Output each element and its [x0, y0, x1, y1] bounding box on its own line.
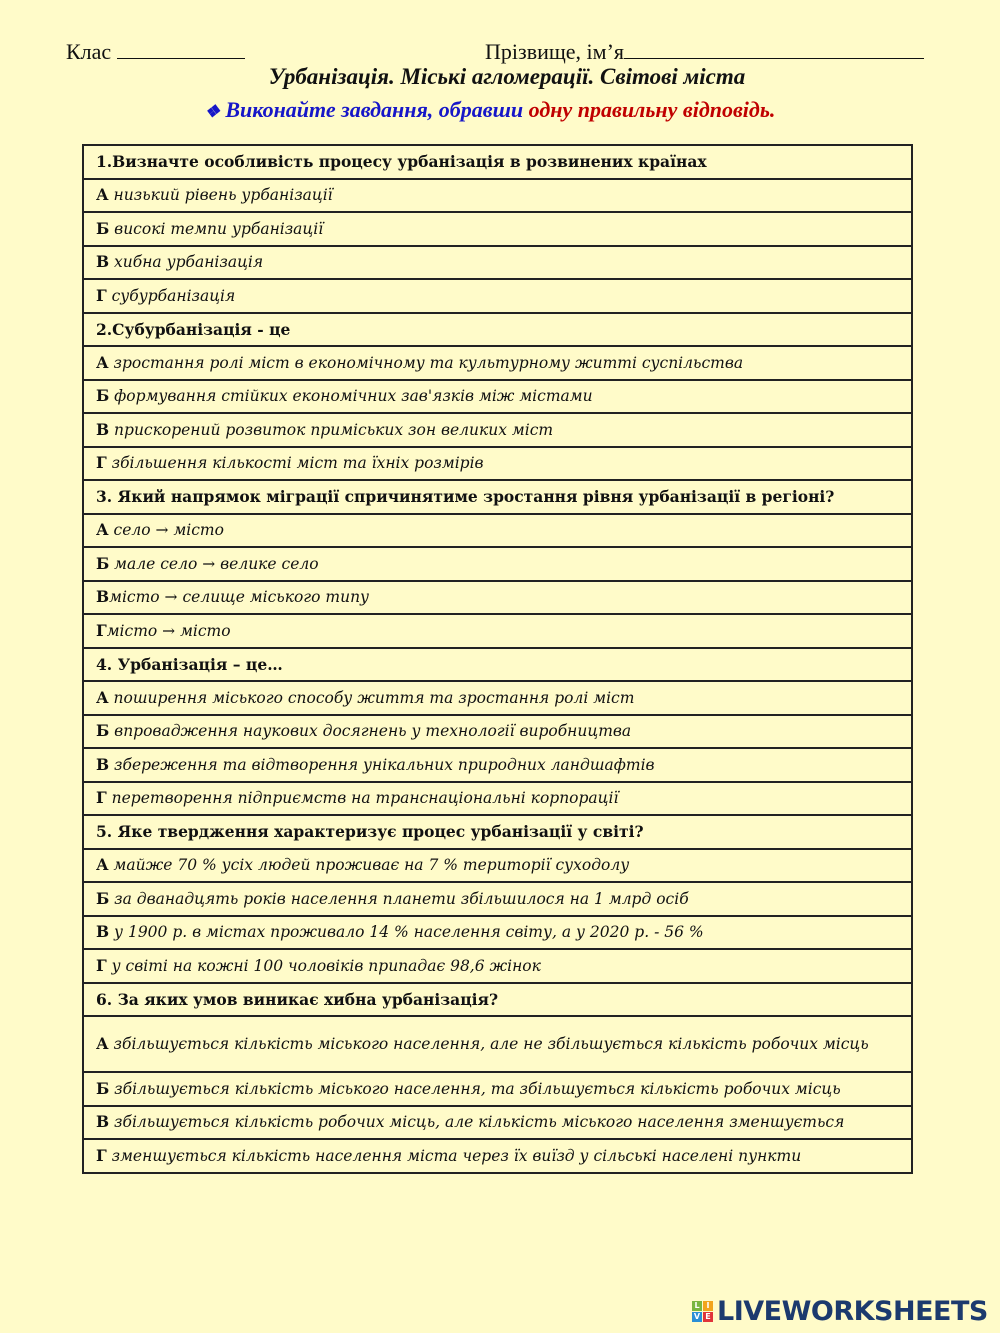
- option-letter: Г: [96, 285, 107, 305]
- option-text: перетворення підприємств на транснаціональні корпорації: [106, 789, 619, 808]
- option-text: збільшується кількість міського населення, але не збільшується кількість робочих місць: [108, 1035, 869, 1053]
- class-label: Клас: [66, 39, 112, 64]
- option-text: поширення міського способу життя та зростання ролі міст: [108, 688, 635, 707]
- option-letter: Г: [96, 620, 107, 640]
- option-text: збільшення кількості міст та їхніх розмірів: [106, 454, 484, 473]
- logo-cube: V: [693, 1312, 701, 1321]
- option-text: впровадження наукових досягнень у технології виробництва: [109, 722, 632, 741]
- option-letter: А: [96, 352, 109, 372]
- logo-cube: E: [703, 1312, 713, 1322]
- answer-option[interactable]: [83, 849, 912, 883]
- class-input-line[interactable]: [117, 38, 245, 59]
- worksheet-title: Урбанізація. Міські агломерації. Світові міста: [268, 64, 746, 89]
- answer-option[interactable]: [83, 1106, 912, 1140]
- option-text: збільшується кількість робочих місць, але кількість міського населення зменшується: [109, 1113, 845, 1132]
- answer-option[interactable]: [83, 212, 912, 246]
- answer-option[interactable]: [83, 447, 912, 481]
- option-text: місто → місто: [106, 621, 231, 640]
- answer-option[interactable]: [83, 882, 912, 916]
- logo-cubes-icon: [692, 1301, 713, 1322]
- answer-row: [83, 1106, 912, 1140]
- name-label: Прізвище, ім’я: [485, 39, 625, 64]
- option-letter: В: [96, 1112, 110, 1132]
- question-text: 4. Урбанізація – це…: [83, 648, 912, 682]
- option-letter: А: [96, 855, 109, 875]
- option-text: низький рівень урбанізації: [108, 186, 333, 205]
- answer-row: [83, 916, 912, 950]
- answer-row: [83, 547, 912, 581]
- question-text: 6. За яких умов виникає хибна урбанізація?: [83, 983, 912, 1017]
- answer-option[interactable]: [83, 380, 912, 414]
- answer-row: [83, 514, 912, 548]
- option-letter: А: [96, 687, 109, 707]
- name-field: [485, 38, 924, 65]
- option-text: село → місто: [108, 521, 224, 540]
- logo-cube: L: [692, 1301, 702, 1311]
- answer-row: [83, 614, 912, 648]
- option-text: збереження та відтворення унікальних природних ландшафтів: [109, 755, 655, 774]
- answer-option[interactable]: [83, 1072, 912, 1106]
- option-text: збільшується кількість міського населення, та збільшується кількість робочих місць: [109, 1079, 841, 1098]
- question-row: [83, 815, 912, 849]
- answer-row: [83, 1016, 912, 1072]
- answer-option[interactable]: [83, 1016, 912, 1072]
- option-letter: Б: [96, 721, 110, 741]
- answer-option[interactable]: [83, 279, 912, 313]
- option-text: за дванадцять років населення планети збільшилося на 1 млрд осіб: [109, 889, 689, 908]
- option-text: у світі на кожні 100 чоловіків припадає 98,6 жінок: [106, 956, 541, 975]
- liveworksheets-logo: [692, 1296, 988, 1327]
- option-letter: Б: [96, 1078, 110, 1098]
- answer-option[interactable]: [83, 614, 912, 648]
- answer-option[interactable]: [83, 715, 912, 749]
- option-text: мале село → велике село: [109, 554, 319, 573]
- question-text: 2.Субурбанізація - це: [83, 313, 912, 347]
- question-row: [83, 480, 912, 514]
- answer-option[interactable]: [83, 346, 912, 380]
- option-text: високі темпи урбанізації: [109, 219, 324, 238]
- question-row: [83, 983, 912, 1017]
- answer-row: [83, 715, 912, 749]
- option-letter: Б: [96, 553, 110, 573]
- option-text: прискорений розвиток приміських зон великих міст: [109, 420, 554, 439]
- name-input-line[interactable]: [624, 38, 924, 59]
- question-text: 5. Яке твердження характеризує процес урбанізації у світі?: [83, 815, 912, 849]
- answer-option[interactable]: [83, 246, 912, 280]
- answer-row: [83, 346, 912, 380]
- option-letter: А: [96, 1034, 109, 1053]
- answer-option[interactable]: [83, 514, 912, 548]
- option-letter: В: [96, 754, 110, 774]
- answer-row: [83, 447, 912, 481]
- answer-option[interactable]: [83, 782, 912, 816]
- option-letter: В: [96, 587, 110, 607]
- answer-row: [83, 413, 912, 447]
- answer-option[interactable]: [83, 179, 912, 213]
- answer-row: [83, 882, 912, 916]
- answer-row: [83, 581, 912, 615]
- answer-row: [83, 681, 912, 715]
- option-text: субурбанізація: [106, 286, 236, 305]
- answer-option[interactable]: [83, 413, 912, 447]
- answer-row: [83, 279, 912, 313]
- question-row: [83, 313, 912, 347]
- question-row: [83, 648, 912, 682]
- option-text: місто → селище міського типу: [109, 588, 370, 607]
- option-letter: В: [96, 419, 110, 439]
- answer-option[interactable]: [83, 1139, 912, 1173]
- bullet-icon: ❖: [204, 102, 220, 121]
- option-text: формування стійких економічних зав'язків між містами: [109, 387, 593, 406]
- answer-row: [83, 748, 912, 782]
- logo-cube: I: [703, 1301, 713, 1311]
- answer-row: [83, 380, 912, 414]
- answer-option[interactable]: [83, 916, 912, 950]
- answer-row: [83, 1139, 912, 1173]
- option-letter: А: [96, 520, 109, 540]
- instruction-emphasis: одну правильну відповідь.: [528, 97, 776, 122]
- brand-name: LIVEWORKSHEETS: [717, 1296, 988, 1327]
- answer-option[interactable]: [83, 748, 912, 782]
- questions-table: [82, 144, 913, 1174]
- option-letter: В: [96, 252, 110, 272]
- answer-row: [83, 1072, 912, 1106]
- answer-option[interactable]: [83, 949, 912, 983]
- option-letter: Г: [96, 788, 107, 808]
- option-letter: А: [96, 185, 109, 205]
- option-letter: Г: [96, 1145, 107, 1165]
- class-field: [66, 38, 245, 65]
- option-text: зменшується кількість населення міста через їх виїзд у сільські населені пункти: [106, 1146, 802, 1165]
- answer-row: [83, 212, 912, 246]
- answer-row: [83, 849, 912, 883]
- answer-row: [83, 782, 912, 816]
- instruction: [0, 97, 980, 123]
- answer-option[interactable]: [83, 681, 912, 715]
- option-letter: Г: [96, 955, 107, 975]
- option-letter: Б: [96, 218, 110, 238]
- answer-row: [83, 246, 912, 280]
- question-text: 1.Визначте особливість процесу урбанізація в розвинених країнах: [83, 145, 912, 179]
- answer-option[interactable]: [83, 581, 912, 615]
- option-letter: Б: [96, 888, 110, 908]
- option-text: зростання ролі міст в економічному та культурному житті суспільства: [108, 353, 744, 372]
- option-letter: Б: [96, 386, 110, 406]
- question-text: 3. Який напрямок міграції спричинятиме зростання рівня урбанізації в регіоні?: [83, 480, 912, 514]
- answer-row: [83, 949, 912, 983]
- option-text: у 1900 р. в містах проживало 14 % населення світу, а у 2020 р. - 56 %: [109, 923, 704, 942]
- option-letter: Г: [96, 453, 107, 473]
- question-row: [83, 145, 912, 179]
- option-text: хибна урбанізація: [109, 253, 264, 272]
- answer-option[interactable]: [83, 547, 912, 581]
- option-letter: В: [96, 922, 110, 942]
- option-text: майже 70 % усіх людей проживає на 7 % території суходолу: [108, 856, 630, 875]
- instruction-text: Виконайте завдання, обравши: [225, 97, 524, 122]
- answer-row: [83, 179, 912, 213]
